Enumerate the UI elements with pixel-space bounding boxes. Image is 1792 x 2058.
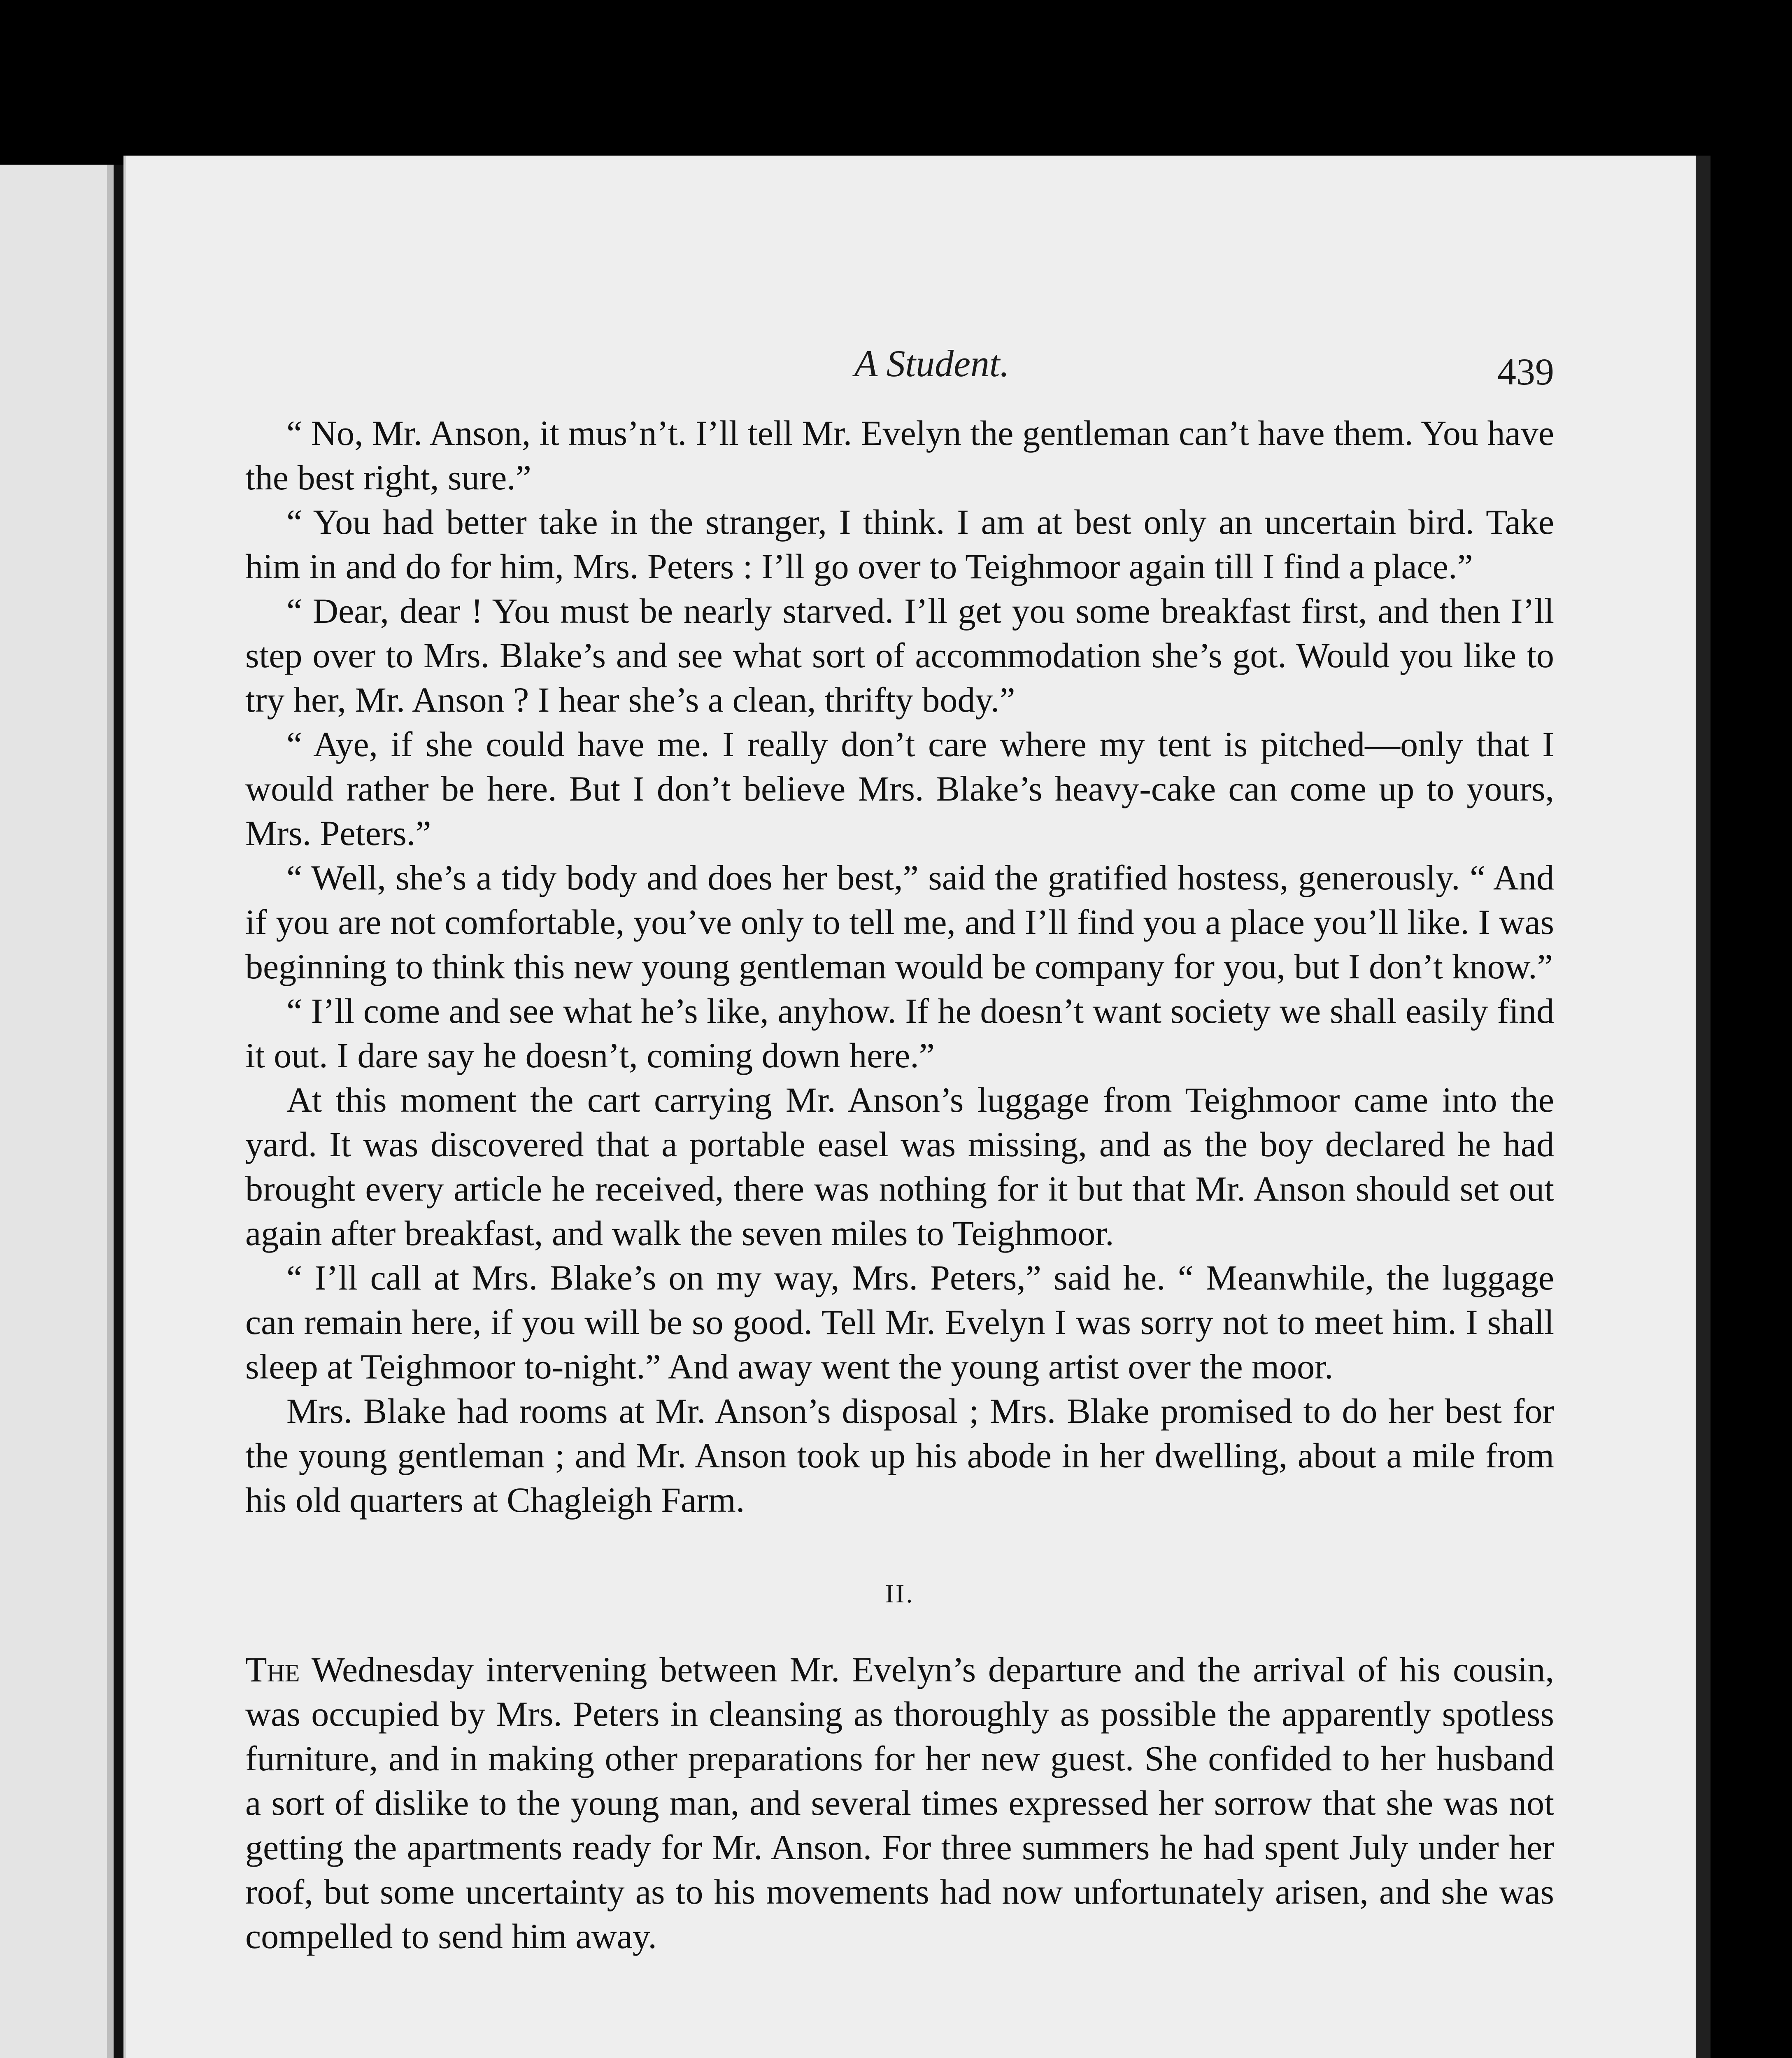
paragraph: “ Well, she’s a tidy body and does her best,” said the gratified hostess, generously. “ And if you are not comfortable, you’ve only to tell me, and I’ll find you a place you’ll like. I was beginning to think this new young gentleman would be company for you, but I don’t know.”	[245, 858, 1554, 986]
paragraph: “ Dear, dear ! You must be nearly starved. I’ll get you some breakfast first, and then I’ll step over to Mrs. Blake’s and see what sort of accommodation she’s got. Would you like to try her, Mr. Anson ? I hear she’s a clean, thrifty body.”	[245, 591, 1554, 719]
section-paragraph-text: Wednesday intervening between Mr. Evelyn’s departure and the arrival of his cousin, was occupied by Mrs. Peters in cleansing as thoroughly as possible the apparently spotless furniture, and in making other preparations for her new guest. She confided to her husband a sort of dislike to the young man, and several times expressed her sorrow that she was not getting the apartments ready for Mr. Anson. For three summers he had spent July under her roof, but some uncertainty as to his movements had now unfortunately arisen, and she was compelled to send him away.	[245, 1650, 1554, 1956]
paragraph: “ I’ll call at Mrs. Blake’s on my way, Mrs. Peters,” said he. “ Meanwhile, the luggage can remain here, if you will be so good. Tell Mr. Evelyn I was sorry not to meet him. I shall sleep at Teighmoor to-night.” And away went the young artist over the moor.	[245, 1258, 1554, 1386]
running-header	[245, 342, 1554, 403]
page-number: 439	[1497, 351, 1554, 393]
page-text	[245, 411, 1554, 1958]
section-opening-paragraph	[245, 1647, 1554, 1958]
page-edge-shadow	[1696, 156, 1711, 2058]
paragraph: “ I’ll come and see what he’s like, anyhow. If he doesn’t want society we shall easily find it out. I dare say he doesn’t, coming down here.”	[245, 991, 1554, 1075]
paragraph: Mrs. Blake had rooms at Mr. Anson’s disposal ; Mrs. Blake promised to do her best for the young gentleman ; and Mr. Anson took up his abode in her dwelling, about a mile from his old quarters at Chagleigh Farm.	[245, 1391, 1554, 1520]
running-title: A Student.	[854, 342, 1010, 384]
paragraph: “ Aye, if she could have me. I really don’t care where my tent is pitched—only that I would rather be here. But I don’t believe Mrs. Blake’s heavy-cake can come up to yours, Mrs. Peters.”	[245, 724, 1554, 853]
previous-page-edge	[0, 165, 114, 2058]
book-page	[123, 156, 1698, 2058]
section-heading: II.	[885, 1579, 915, 1608]
paragraph: At this moment the cart carrying Mr. Anson’s luggage from Teighmoor came into the yard. It was discovered that a portable easel was missing, and as the boy declared he had brought every article he received, there was nothing for it but that Mr. Anson should set out again after breakfast, and walk the seven miles to Teighmoor.	[245, 1080, 1554, 1253]
paragraph: “ No, Mr. Anson, it mus’n’t. I’ll tell Mr. Evelyn the gentleman can’t have them. You have the best right, sure.”	[245, 413, 1554, 497]
small-caps-opening: The	[245, 1650, 300, 1689]
paragraph: “ You had better take in the stranger, I think. I am at best only an uncertain bird. Take him in and do for him, Mrs. Peters : I’ll go over to Teighmoor again till I find a place.”	[245, 502, 1554, 586]
